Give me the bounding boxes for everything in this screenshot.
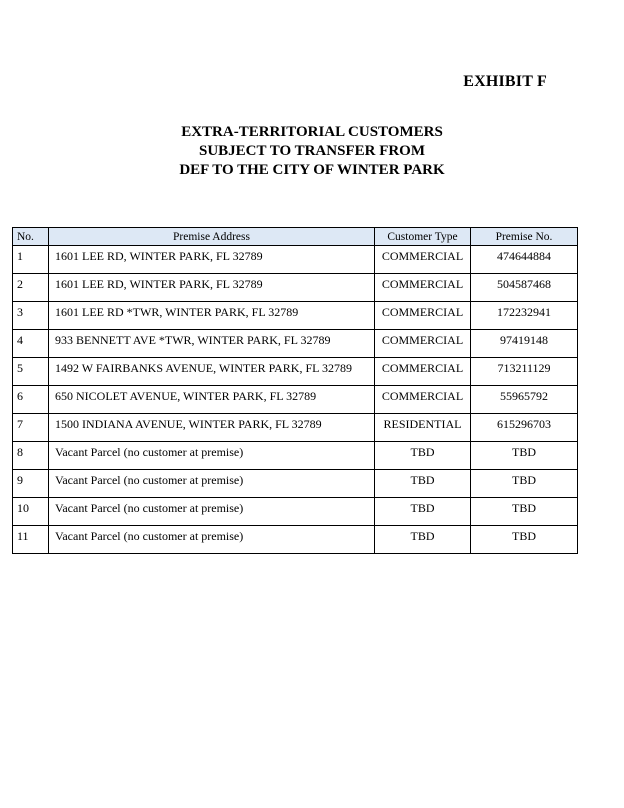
row-number: 4: [13, 330, 49, 358]
customer-type: COMMERCIAL: [375, 358, 471, 386]
premise-number: TBD: [471, 498, 578, 526]
premise-address: 933 BENNETT AVE *TWR, WINTER PARK, FL 32789: [49, 330, 375, 358]
row-number: 5: [13, 358, 49, 386]
customer-type: COMMERCIAL: [375, 274, 471, 302]
row-number: 6: [13, 386, 49, 414]
premise-address: 1601 LEE RD, WINTER PARK, FL 32789: [49, 274, 375, 302]
customer-type: TBD: [375, 498, 471, 526]
table-row: [13, 302, 578, 330]
premise-number: 504587468: [471, 274, 578, 302]
row-number: 8: [13, 442, 49, 470]
customer-type: COMMERCIAL: [375, 386, 471, 414]
table-row: [13, 526, 578, 554]
row-number: 7: [13, 414, 49, 442]
table-row: [13, 386, 578, 414]
premise-address: 1492 W FAIRBANKS AVENUE, WINTER PARK, FL 32789: [49, 358, 375, 386]
document-title: [0, 123, 624, 180]
title-line-1: EXTRA-TERRITORIAL CUSTOMERS: [181, 124, 443, 140]
table-body: [13, 246, 578, 554]
premise-number: 474644884: [471, 246, 578, 274]
premise-address: 1500 INDIANA AVENUE, WINTER PARK, FL 32789: [49, 414, 375, 442]
row-number: 10: [13, 498, 49, 526]
premise-address: Vacant Parcel (no customer at premise): [49, 498, 375, 526]
table-row: [13, 442, 578, 470]
title-line-2: SUBJECT TO TRANSFER FROM: [198, 143, 426, 159]
table-row: [13, 358, 578, 386]
title-line-3: DEF TO THE CITY OF WINTER PARK: [179, 162, 445, 178]
customer-type: COMMERCIAL: [375, 330, 471, 358]
premise-number: 97419148: [471, 330, 578, 358]
exhibit-label: EXHIBIT F: [463, 73, 547, 90]
table-header: [13, 228, 578, 246]
table-row: [13, 274, 578, 302]
header-customer-type: Customer Type: [375, 228, 471, 246]
premise-number: 55965792: [471, 386, 578, 414]
customer-type: TBD: [375, 442, 471, 470]
table-row: [13, 498, 578, 526]
customer-type: RESIDENTIAL: [375, 414, 471, 442]
table-row: [13, 414, 578, 442]
row-number: 3: [13, 302, 49, 330]
premise-number: 615296703: [471, 414, 578, 442]
row-number: 2: [13, 274, 49, 302]
customers-table: [12, 227, 578, 554]
header-premise-address: Premise Address: [49, 228, 375, 246]
table-row: [13, 246, 578, 274]
premise-address: Vacant Parcel (no customer at premise): [49, 442, 375, 470]
premise-number: 172232941: [471, 302, 578, 330]
premise-address: Vacant Parcel (no customer at premise): [49, 526, 375, 554]
customer-type: COMMERCIAL: [375, 302, 471, 330]
premise-number: TBD: [471, 442, 578, 470]
header-row: [13, 228, 578, 246]
premise-address: 1601 LEE RD, WINTER PARK, FL 32789: [49, 246, 375, 274]
row-number: 11: [13, 526, 49, 554]
customer-type: COMMERCIAL: [375, 246, 471, 274]
row-number: 9: [13, 470, 49, 498]
premise-address: 650 NICOLET AVENUE, WINTER PARK, FL 32789: [49, 386, 375, 414]
premise-number: TBD: [471, 526, 578, 554]
header-premise-no: Premise No.: [471, 228, 578, 246]
table-row: [13, 470, 578, 498]
customer-type: TBD: [375, 526, 471, 554]
premise-address: 1601 LEE RD *TWR, WINTER PARK, FL 32789: [49, 302, 375, 330]
premise-address: Vacant Parcel (no customer at premise): [49, 470, 375, 498]
table-row: [13, 330, 578, 358]
customer-type: TBD: [375, 470, 471, 498]
premise-number: 713211129: [471, 358, 578, 386]
premise-number: TBD: [471, 470, 578, 498]
header-no: No.: [13, 228, 49, 246]
row-number: 1: [13, 246, 49, 274]
